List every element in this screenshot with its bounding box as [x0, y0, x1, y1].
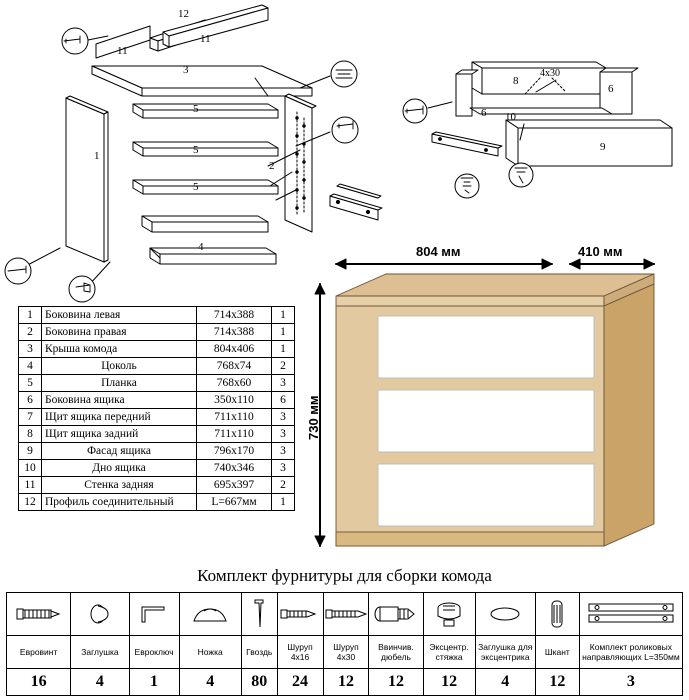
hardware-count: 12: [323, 669, 369, 696]
table-row: [19, 392, 295, 409]
part-quantity: 2: [272, 477, 295, 494]
part-number: 2: [19, 324, 42, 341]
dimension-height: 730 мм: [306, 395, 321, 440]
part-3-top: [92, 66, 312, 96]
hardware-count: 12: [535, 669, 579, 696]
part-number: 5: [19, 375, 42, 392]
svg-text:5: 5: [193, 103, 199, 115]
table-row: [19, 477, 295, 494]
wooden-dowel-icon: [535, 593, 579, 636]
part-number: 8: [19, 426, 42, 443]
allen-key-icon: [129, 593, 179, 636]
svg-text:10: 10: [505, 111, 516, 123]
hardware-count: 16: [7, 669, 71, 696]
part-name: Цоколь: [42, 358, 197, 375]
svg-text:5: 5: [193, 181, 199, 193]
part-number: 9: [19, 443, 42, 460]
assembled-commode: [336, 274, 654, 546]
hardware-title: Комплект фурнитуры для сборки комода: [197, 566, 492, 585]
nail-icon: [241, 593, 277, 636]
part-dimensions: 714x388: [197, 307, 272, 324]
part-quantity: 1: [272, 341, 295, 358]
svg-text:6: 6: [481, 107, 487, 119]
screw-4x30-icon: [323, 593, 369, 636]
hardware-count: 3: [579, 669, 682, 696]
hardware-count: 12: [369, 669, 423, 696]
part-number: 11: [19, 477, 42, 494]
part-name: Дно ящика: [42, 460, 197, 477]
hardware-label: Ножка: [179, 636, 241, 669]
part-name: Боковина левая: [42, 307, 197, 324]
part-1-left-side: [66, 96, 108, 262]
part-quantity: 1: [272, 307, 295, 324]
hardware-count: 12: [423, 669, 475, 696]
table-row: [19, 460, 295, 477]
cam-cover-icon: [475, 593, 535, 636]
part-dimensions: 804x406: [197, 341, 272, 358]
hardware-label: Эксцентр. стяжка: [423, 636, 475, 669]
hardware-counts-row: [7, 669, 683, 696]
part-dimensions: 711х110: [197, 426, 272, 443]
part-number: 3: [19, 341, 42, 358]
cam-lock-icon: [423, 593, 475, 636]
table-row: [19, 443, 295, 460]
exploded-cabinet-view: [5, 5, 382, 302]
svg-text:1: 1: [94, 150, 100, 162]
hardware-table: [6, 592, 683, 696]
table-row: [19, 494, 295, 511]
part-name: Фасад ящика: [42, 443, 197, 460]
furniture-foot-icon: [179, 593, 241, 636]
svg-text:2: 2: [269, 160, 275, 172]
slide-rail-detail: [330, 184, 382, 220]
part-quantity: 3: [272, 426, 295, 443]
hardware-count: 4: [179, 669, 241, 696]
part-name: Профиль соединительный: [42, 494, 197, 511]
drawer-detail-view: [403, 62, 672, 198]
part-5-rail-2: [133, 142, 278, 156]
part-name: Планка: [42, 375, 197, 392]
hardware-label: Шуруп 4х30: [323, 636, 369, 669]
part-number: 1: [19, 307, 42, 324]
part-name: Крыша комода: [42, 341, 197, 358]
svg-text:6: 6: [608, 83, 614, 95]
screw-in-dowel-icon: [369, 593, 423, 636]
cap-plug-icon: [71, 593, 129, 636]
part-dimensions: 695х397: [197, 477, 272, 494]
svg-text:8: 8: [513, 75, 519, 87]
part-number: 7: [19, 409, 42, 426]
part-quantity: 3: [272, 375, 295, 392]
part-dimensions: 768х74: [197, 358, 272, 375]
drawer-slides-icon: [579, 593, 682, 636]
hardware-count: 4: [71, 669, 129, 696]
part-quantity: 1: [272, 494, 295, 511]
part-4-plinth-1: [142, 216, 268, 232]
part-quantity: 2: [272, 358, 295, 375]
hardware-label: Комплект роликовых направляющих L=350мм: [579, 636, 682, 669]
part-2-right-side: [285, 94, 316, 232]
hardware-label: Евроключ: [129, 636, 179, 669]
part-quantity: 3: [272, 460, 295, 477]
table-row: [19, 426, 295, 443]
hardware-count: 1: [129, 669, 179, 696]
part-name: Боковина ящика: [42, 392, 197, 409]
hardware-count: 80: [241, 669, 277, 696]
svg-text:11: 11: [117, 45, 128, 57]
euro-screw-icon: [7, 593, 71, 636]
table-row: [19, 307, 295, 324]
part-name: Щит ящика передний: [42, 409, 197, 426]
table-row: [19, 324, 295, 341]
part-quantity: 6: [272, 392, 295, 409]
svg-text:11: 11: [200, 33, 211, 45]
screw-4x16-icon: [277, 593, 323, 636]
hardware-label: Евровинт: [7, 636, 71, 669]
svg-text:4: 4: [198, 241, 204, 253]
part-dimensions: 796х170: [197, 443, 272, 460]
hardware-icons-row: [7, 593, 683, 636]
svg-text:3: 3: [183, 64, 189, 76]
hardware-label: Заглушка: [71, 636, 129, 669]
part-dimensions: 714x388: [197, 324, 272, 341]
part-number: 4: [19, 358, 42, 375]
table-row: [19, 358, 295, 375]
parts-table-body: [19, 307, 295, 511]
part-dimensions: 711х110: [197, 409, 272, 426]
part-quantity: 3: [272, 443, 295, 460]
svg-text:5: 5: [193, 144, 199, 156]
table-row: [19, 409, 295, 426]
part-name: Боковина правая: [42, 324, 197, 341]
part-number: 10: [19, 460, 42, 477]
parts-table: [18, 306, 295, 511]
svg-text:12: 12: [178, 8, 189, 20]
part-name: Стенка задняя: [42, 477, 197, 494]
part-quantity: 3: [272, 409, 295, 426]
part-dimensions: 350х110: [197, 392, 272, 409]
part-dimensions: 740х346: [197, 460, 272, 477]
dimension-width: 804 мм: [416, 244, 461, 259]
part-dimensions: L=667мм: [197, 494, 272, 511]
part-dimensions: 768х60: [197, 375, 272, 392]
part-quantity: 1: [272, 324, 295, 341]
hardware-label: Заглушка для эксцентрика: [475, 636, 535, 669]
part-5-rail-1: [133, 104, 278, 118]
hardware-count: 24: [277, 669, 323, 696]
part-number: 12: [19, 494, 42, 511]
hardware-label: Гвоздь: [241, 636, 277, 669]
table-row: [19, 341, 295, 358]
hardware-label: Шуруп 4х16: [277, 636, 323, 669]
dimension-depth: 410 мм: [578, 244, 623, 259]
part-4-plinth-2: [150, 248, 276, 264]
hardware-label: Шкант: [535, 636, 579, 669]
svg-text:4х30: 4х30: [540, 68, 560, 79]
hardware-labels-row: [7, 636, 683, 669]
part-5-rail-3: [133, 180, 278, 194]
hardware-label: Ввинчив. дюбель: [369, 636, 423, 669]
table-row: [19, 375, 295, 392]
svg-text:9: 9: [600, 141, 606, 153]
part-name: Щит ящика задний: [42, 426, 197, 443]
hardware-count: 4: [475, 669, 535, 696]
part-number: 6: [19, 392, 42, 409]
